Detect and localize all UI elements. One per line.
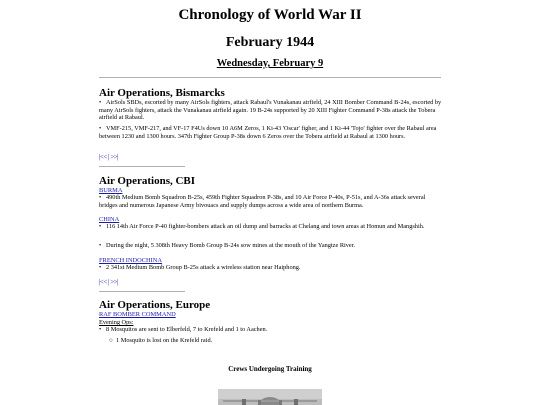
page-subtitle: February 1944 [225, 35, 315, 50]
section-title-bismarcks: Air Operations, Bismarcks [99, 87, 225, 99]
sub-list-item: ○ 1 Mosquito is lost on the Krefeld raid. [109, 337, 213, 344]
list-item: • 490th Medium Bomb Squadron B-25s, 459th Fighter Squadron P-38s, and 10 Air Force P-40s, P-51s, and A-36s attack several bridges and numerous Japanese Army bivouacs and supply dumps across a wide area of northern Burma. [99, 194, 426, 209]
list-item: • 2 341st Medium Bomb Group B-25s attack a wireless station near Haiphong. [99, 264, 301, 271]
photo [218, 389, 322, 405]
prev-button[interactable]: |<< [99, 153, 107, 161]
subheading-evening-ops: Evening Ops: [99, 319, 134, 326]
prev-button[interactable]: |<< [99, 278, 107, 286]
divider [99, 166, 185, 167]
region-link-burma[interactable]: BURMA [99, 187, 123, 194]
photo-caption: Crews Undergoing Training [228, 365, 312, 373]
bomber-aircraft-photo-icon [218, 389, 322, 405]
region-link-raf-bomber-command[interactable]: RAF BOMBER COMMAND [99, 311, 176, 318]
divider [99, 77, 441, 78]
section-nav: |<< | >>| [99, 153, 118, 161]
list-item: • 116 14th Air Force P-40 fighter-bombers attack an oil dump and barracks at Chelang and town areas at Homun and Mangshih. [99, 223, 425, 230]
list-item: • 8 Mosquitos are sent to Elberfeld, 7 to Krefeld and 1 to Aachen. [99, 326, 268, 333]
region-link-french-indochina[interactable]: FRENCH INDOCHINA [99, 257, 163, 264]
section-title-cbi: Air Operations, CBI [99, 175, 196, 187]
section-title-europe: Air Operations, Europe [99, 299, 211, 311]
list-item: • During the night, 5 308th Heavy Bomb Group B-24s sow mines at the mouth of the Yangtze River. [99, 242, 356, 249]
list-item: • VMF-215, VMF-217, and VF-17 F4Us down 10 A6M Zeros, 1 Ki-43 'Oscar' figher, and 1 Ki-44 'Tojo' fighter over the Rabaul area between 1230 and 1300 hours. 347th Fighter Group P-38s down 6 Zeros over the Tobera airfield at Rabaul at 1300 hours. [99, 125, 437, 140]
divider [99, 291, 185, 292]
section-nav: |<< | >>| [99, 278, 118, 286]
page-title: Chronology of World War II [178, 7, 362, 23]
next-button[interactable]: >>| [110, 278, 118, 286]
list-item: • AirSols SBDs, escorted by many AirSols fighters, attack Rabaul's Vunakanau airfield, 24 XIII Bomber Command B-24s, escorted by many AirSols fighters, attack the Vunakanau airfield again. 19 B-24s supported by 20 XIII Fighter Command P-38s attack the Tobera airfield at Rabaul. [99, 99, 442, 122]
date-heading: Wednesday, February 9 [216, 58, 324, 69]
next-button[interactable]: >>| [110, 153, 118, 161]
region-link-china[interactable]: CHINA [99, 216, 120, 223]
